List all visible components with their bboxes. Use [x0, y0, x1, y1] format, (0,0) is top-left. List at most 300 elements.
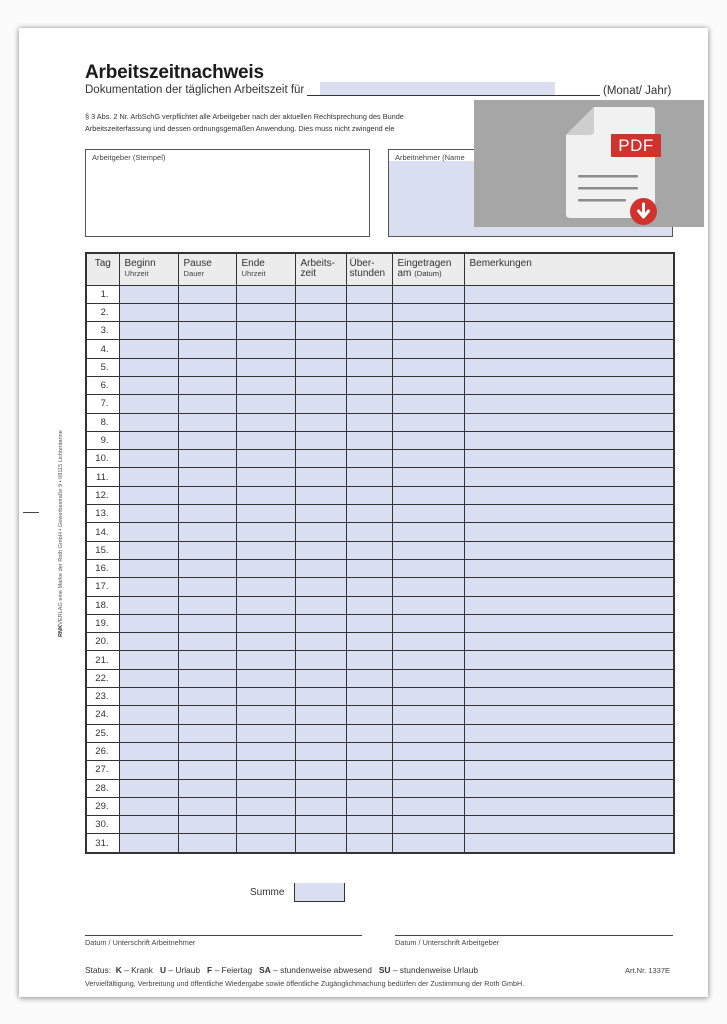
table-row [86, 688, 674, 706]
cell-eingetragen[interactable] [392, 724, 464, 742]
cell-beginn[interactable] [119, 340, 178, 358]
cell-arbeitszeit[interactable] [295, 834, 346, 853]
cell-ende[interactable] [236, 651, 295, 669]
cell-eingetragen[interactable] [392, 633, 464, 651]
employee-signature-line[interactable] [85, 935, 362, 936]
cell-eingetragen[interactable] [392, 322, 464, 340]
employer-stamp-label: Arbeitgeber (Stempel) [92, 153, 166, 162]
cell-eingetragen[interactable] [392, 450, 464, 468]
cell-ende[interactable] [236, 468, 295, 486]
cell-eingetragen[interactable] [392, 614, 464, 632]
cell-ende[interactable] [236, 541, 295, 559]
cell-arbeitszeit[interactable] [295, 358, 346, 376]
cell-ueberstunden[interactable] [346, 724, 392, 742]
table-row [86, 450, 674, 468]
status-code: F [207, 965, 213, 975]
cell-arbeitszeit[interactable] [295, 340, 346, 358]
cell-pause[interactable] [178, 450, 236, 468]
cell-arbeitszeit[interactable] [295, 285, 346, 303]
cell-bemerkungen[interactable] [464, 651, 674, 669]
status-legend [85, 965, 478, 975]
cell-bemerkungen[interactable] [464, 816, 674, 834]
pdf-badge: PDF [611, 134, 661, 157]
cell-beginn[interactable] [119, 816, 178, 834]
day-number: 25. [86, 724, 119, 742]
cell-arbeitszeit[interactable] [295, 541, 346, 559]
day-number: 5. [86, 358, 119, 376]
cell-beginn[interactable] [119, 761, 178, 779]
pdf-download-overlay[interactable] [474, 100, 704, 227]
day-number: 19. [86, 614, 119, 632]
cell-arbeitszeit[interactable] [295, 724, 346, 742]
day-number: 15. [86, 541, 119, 559]
cell-beginn[interactable] [119, 322, 178, 340]
cell-arbeitszeit[interactable] [295, 303, 346, 321]
cell-arbeitszeit[interactable] [295, 633, 346, 651]
cell-ueberstunden[interactable] [346, 761, 392, 779]
day-number: 13. [86, 505, 119, 523]
cell-beginn[interactable] [119, 742, 178, 760]
cell-ueberstunden[interactable] [346, 358, 392, 376]
cell-eingetragen[interactable] [392, 779, 464, 797]
cell-beginn[interactable] [119, 505, 178, 523]
col-header-arbeitszeit: Arbeits- zeit [295, 253, 346, 285]
cell-bemerkungen[interactable] [464, 724, 674, 742]
cell-ueberstunden[interactable] [346, 340, 392, 358]
cell-ende[interactable] [236, 523, 295, 541]
cell-beginn[interactable] [119, 797, 178, 815]
cell-eingetragen[interactable] [392, 358, 464, 376]
sum-label: Summe [250, 887, 285, 898]
cell-ueberstunden[interactable] [346, 450, 392, 468]
cell-beginn[interactable] [119, 376, 178, 394]
cell-arbeitszeit[interactable] [295, 761, 346, 779]
cell-ueberstunden[interactable] [346, 505, 392, 523]
cell-beginn[interactable] [119, 541, 178, 559]
cell-beginn[interactable] [119, 633, 178, 651]
cell-bemerkungen[interactable] [464, 797, 674, 815]
cell-ueberstunden[interactable] [346, 559, 392, 577]
cell-ende[interactable] [236, 376, 295, 394]
period-suffix: (Monat/ Jahr) [603, 85, 672, 97]
table-row [86, 669, 674, 687]
cell-beginn[interactable] [119, 468, 178, 486]
legal-line-1: § 3 Abs. 2 Nr. ArbSchG verpflichtet alle Arbeitgeber nach der aktuellen Rechtsprechung des Bunde [85, 112, 404, 121]
cell-pause[interactable] [178, 322, 236, 340]
cell-bemerkungen[interactable] [464, 834, 674, 853]
cell-ueberstunden[interactable] [346, 633, 392, 651]
cell-arbeitszeit[interactable] [295, 486, 346, 504]
cell-pause[interactable] [178, 541, 236, 559]
status-prefix: Status: [85, 965, 112, 975]
cell-arbeitszeit[interactable] [295, 797, 346, 815]
period-underline [307, 95, 600, 96]
cell-bemerkungen[interactable] [464, 669, 674, 687]
cell-arbeitszeit[interactable] [295, 596, 346, 614]
cell-eingetragen[interactable] [392, 505, 464, 523]
cell-ueberstunden[interactable] [346, 322, 392, 340]
download-icon[interactable] [630, 198, 657, 225]
col-header-ende: Ende Uhrzeit [236, 253, 295, 285]
cell-ueberstunden[interactable] [346, 431, 392, 449]
cell-pause[interactable] [178, 468, 236, 486]
table-row [86, 724, 674, 742]
cell-ende[interactable] [236, 614, 295, 632]
employee-signature-label: Datum / Unterschrift Arbeitnehmer [85, 938, 196, 947]
employee-name-label: Arbeitnehmer (Name [395, 153, 465, 162]
cell-pause[interactable] [178, 395, 236, 413]
day-number: 21. [86, 651, 119, 669]
cell-pause[interactable] [178, 285, 236, 303]
cell-pause[interactable] [178, 486, 236, 504]
cell-beginn[interactable] [119, 450, 178, 468]
cell-ende[interactable] [236, 834, 295, 853]
cell-bemerkungen[interactable] [464, 541, 674, 559]
cell-beginn[interactable] [119, 651, 178, 669]
cell-beginn[interactable] [119, 523, 178, 541]
cell-eingetragen[interactable] [392, 761, 464, 779]
table-row [86, 303, 674, 321]
cell-bemerkungen[interactable] [464, 358, 674, 376]
cell-pause[interactable] [178, 761, 236, 779]
table-row [86, 523, 674, 541]
cell-ende[interactable] [236, 559, 295, 577]
cell-ueberstunden[interactable] [346, 614, 392, 632]
cell-arbeitszeit[interactable] [295, 505, 346, 523]
cell-ende[interactable] [236, 340, 295, 358]
cell-ueberstunden[interactable] [346, 797, 392, 815]
table-row [86, 486, 674, 504]
table-row [86, 468, 674, 486]
table-row [86, 614, 674, 632]
cell-arbeitszeit[interactable] [295, 322, 346, 340]
day-number: 4. [86, 340, 119, 358]
cell-pause[interactable] [178, 614, 236, 632]
day-number: 26. [86, 742, 119, 760]
cell-eingetragen[interactable] [392, 578, 464, 596]
cell-eingetragen[interactable] [392, 742, 464, 760]
cell-bemerkungen[interactable] [464, 340, 674, 358]
cell-eingetragen[interactable] [392, 413, 464, 431]
cell-arbeitszeit[interactable] [295, 651, 346, 669]
cell-ende[interactable] [236, 486, 295, 504]
cell-ende[interactable] [236, 358, 295, 376]
cell-pause[interactable] [178, 779, 236, 797]
cell-eingetragen[interactable] [392, 559, 464, 577]
cell-arbeitszeit[interactable] [295, 431, 346, 449]
cell-pause[interactable] [178, 431, 236, 449]
cell-ende[interactable] [236, 761, 295, 779]
cell-bemerkungen[interactable] [464, 285, 674, 303]
table-row [86, 651, 674, 669]
cell-ueberstunden[interactable] [346, 706, 392, 724]
cell-arbeitszeit[interactable] [295, 468, 346, 486]
cell-beginn[interactable] [119, 395, 178, 413]
day-number: 18. [86, 596, 119, 614]
cell-pause[interactable] [178, 340, 236, 358]
cell-ueberstunden[interactable] [346, 468, 392, 486]
publisher-address: VERLAG eine Marke der Roth GmbH • Gewerbestraße 9 • 08115 Lichtentanne [58, 430, 64, 625]
cell-bemerkungen[interactable] [464, 761, 674, 779]
cell-beginn[interactable] [119, 706, 178, 724]
cell-arbeitszeit[interactable] [295, 578, 346, 596]
cell-bemerkungen[interactable] [464, 322, 674, 340]
cell-beginn[interactable] [119, 578, 178, 596]
cell-ende[interactable] [236, 706, 295, 724]
cell-pause[interactable] [178, 816, 236, 834]
cell-bemerkungen[interactable] [464, 450, 674, 468]
table-row [86, 413, 674, 431]
table-row [86, 395, 674, 413]
cell-pause[interactable] [178, 633, 236, 651]
cell-bemerkungen[interactable] [464, 468, 674, 486]
day-number: 10. [86, 450, 119, 468]
table-row [86, 706, 674, 724]
cell-ende[interactable] [236, 797, 295, 815]
cell-pause[interactable] [178, 669, 236, 687]
cell-arbeitszeit[interactable] [295, 816, 346, 834]
day-number: 22. [86, 669, 119, 687]
cell-ueberstunden[interactable] [346, 578, 392, 596]
cell-eingetragen[interactable] [392, 541, 464, 559]
cell-bemerkungen[interactable] [464, 779, 674, 797]
publisher-brand: RNK [58, 624, 64, 637]
cell-eingetragen[interactable] [392, 340, 464, 358]
cell-ueberstunden[interactable] [346, 486, 392, 504]
table-row [86, 559, 674, 577]
cell-bemerkungen[interactable] [464, 578, 674, 596]
cell-pause[interactable] [178, 376, 236, 394]
cell-beginn[interactable] [119, 303, 178, 321]
cell-ende[interactable] [236, 322, 295, 340]
cell-bemerkungen[interactable] [464, 633, 674, 651]
table-row [86, 578, 674, 596]
day-number: 23. [86, 688, 119, 706]
cell-beginn[interactable] [119, 779, 178, 797]
table-row [86, 761, 674, 779]
cell-bemerkungen[interactable] [464, 431, 674, 449]
status-desc: – Urlaub [168, 965, 201, 975]
cell-beginn[interactable] [119, 358, 178, 376]
cell-pause[interactable] [178, 706, 236, 724]
cell-beginn[interactable] [119, 669, 178, 687]
cell-ueberstunden[interactable] [346, 816, 392, 834]
cell-eingetragen[interactable] [392, 376, 464, 394]
cell-eingetragen[interactable] [392, 669, 464, 687]
cell-beginn[interactable] [119, 596, 178, 614]
cell-ueberstunden[interactable] [346, 303, 392, 321]
table-row [86, 505, 674, 523]
cell-ueberstunden[interactable] [346, 651, 392, 669]
cell-eingetragen[interactable] [392, 395, 464, 413]
table-row [86, 742, 674, 760]
cell-arbeitszeit[interactable] [295, 742, 346, 760]
table-row [86, 340, 674, 358]
period-input[interactable] [320, 82, 555, 95]
cell-bemerkungen[interactable] [464, 376, 674, 394]
day-number: 29. [86, 797, 119, 815]
cell-bemerkungen[interactable] [464, 523, 674, 541]
col-header-eingetragen: Eingetragen am (Datum) [392, 253, 464, 285]
cell-ueberstunden[interactable] [346, 395, 392, 413]
cell-arbeitszeit[interactable] [295, 413, 346, 431]
cell-beginn[interactable] [119, 431, 178, 449]
cell-ueberstunden[interactable] [346, 376, 392, 394]
status-desc: – Feiertag [214, 965, 253, 975]
day-number: 17. [86, 578, 119, 596]
sum-input[interactable] [294, 883, 345, 902]
cell-eingetragen[interactable] [392, 303, 464, 321]
cell-pause[interactable] [178, 358, 236, 376]
cell-ueberstunden[interactable] [346, 688, 392, 706]
cell-arbeitszeit[interactable] [295, 779, 346, 797]
cell-ende[interactable] [236, 285, 295, 303]
col-header-tag: Tag [86, 253, 119, 285]
table-row [86, 285, 674, 303]
cell-arbeitszeit[interactable] [295, 450, 346, 468]
cell-eingetragen[interactable] [392, 651, 464, 669]
cell-ende[interactable] [236, 578, 295, 596]
cell-bemerkungen[interactable] [464, 395, 674, 413]
cell-bemerkungen[interactable] [464, 486, 674, 504]
day-number: 2. [86, 303, 119, 321]
cell-eingetragen[interactable] [392, 834, 464, 853]
cell-ueberstunden[interactable] [346, 285, 392, 303]
status-code: SA [259, 965, 271, 975]
day-number: 9. [86, 431, 119, 449]
cell-ueberstunden[interactable] [346, 834, 392, 853]
status-desc: – Krank [124, 965, 153, 975]
cell-pause[interactable] [178, 523, 236, 541]
cell-beginn[interactable] [119, 834, 178, 853]
day-number: 11. [86, 468, 119, 486]
cell-ende[interactable] [236, 431, 295, 449]
cell-ende[interactable] [236, 779, 295, 797]
cell-ende[interactable] [236, 395, 295, 413]
cell-ende[interactable] [236, 633, 295, 651]
cell-eingetragen[interactable] [392, 431, 464, 449]
cell-bemerkungen[interactable] [464, 413, 674, 431]
day-number: 12. [86, 486, 119, 504]
day-number: 3. [86, 322, 119, 340]
cell-bemerkungen[interactable] [464, 596, 674, 614]
status-code: U [159, 965, 167, 975]
cell-beginn[interactable] [119, 614, 178, 632]
cell-ende[interactable] [236, 596, 295, 614]
cell-eingetragen[interactable] [392, 468, 464, 486]
cell-beginn[interactable] [119, 413, 178, 431]
cell-pause[interactable] [178, 688, 236, 706]
employer-stamp-field[interactable] [85, 149, 370, 237]
cell-pause[interactable] [178, 303, 236, 321]
cell-eingetragen[interactable] [392, 797, 464, 815]
cell-ende[interactable] [236, 413, 295, 431]
cell-pause[interactable] [178, 596, 236, 614]
cell-pause[interactable] [178, 834, 236, 853]
cell-pause[interactable] [178, 651, 236, 669]
cell-arbeitszeit[interactable] [295, 395, 346, 413]
cell-pause[interactable] [178, 559, 236, 577]
cell-arbeitszeit[interactable] [295, 614, 346, 632]
cell-bemerkungen[interactable] [464, 742, 674, 760]
timesheet-table [85, 252, 675, 854]
cell-arbeitszeit[interactable] [295, 669, 346, 687]
cell-pause[interactable] [178, 505, 236, 523]
table-row [86, 431, 674, 449]
cell-beginn[interactable] [119, 559, 178, 577]
cell-eingetragen[interactable] [392, 285, 464, 303]
cell-beginn[interactable] [119, 724, 178, 742]
cell-pause[interactable] [178, 742, 236, 760]
cell-bemerkungen[interactable] [464, 706, 674, 724]
employer-signature-label: Datum / Unterschrift Arbeitgeber [395, 938, 500, 947]
day-number: 6. [86, 376, 119, 394]
table-row [86, 596, 674, 614]
cell-ende[interactable] [236, 724, 295, 742]
day-number: 30. [86, 816, 119, 834]
cell-bemerkungen[interactable] [464, 505, 674, 523]
cell-pause[interactable] [178, 413, 236, 431]
table-row [86, 834, 674, 853]
cell-arbeitszeit[interactable] [295, 688, 346, 706]
cell-ende[interactable] [236, 450, 295, 468]
cell-arbeitszeit[interactable] [295, 706, 346, 724]
cell-bemerkungen[interactable] [464, 559, 674, 577]
copyright-notice: Vervielfältigung, Verbreitung und öffentliche Wiedergabe sowie öffentliche Zugänglichmachung bedürfen der Zustimmung der Roth GmbH. [85, 979, 525, 988]
cell-pause[interactable] [178, 797, 236, 815]
cell-bemerkungen[interactable] [464, 688, 674, 706]
day-number: 27. [86, 761, 119, 779]
cell-pause[interactable] [178, 578, 236, 596]
cell-eingetragen[interactable] [392, 596, 464, 614]
cell-bemerkungen[interactable] [464, 614, 674, 632]
employer-signature-line[interactable] [395, 935, 673, 936]
cell-beginn[interactable] [119, 688, 178, 706]
cell-ueberstunden[interactable] [346, 596, 392, 614]
cell-ueberstunden[interactable] [346, 669, 392, 687]
col-header-ueberstunden: Über- stunden [346, 253, 392, 285]
cell-arbeitszeit[interactable] [295, 559, 346, 577]
cell-arbeitszeit[interactable] [295, 523, 346, 541]
cell-arbeitszeit[interactable] [295, 376, 346, 394]
cell-ende[interactable] [236, 816, 295, 834]
cell-bemerkungen[interactable] [464, 303, 674, 321]
cell-ueberstunden[interactable] [346, 541, 392, 559]
cell-eingetragen[interactable] [392, 816, 464, 834]
cell-ende[interactable] [236, 688, 295, 706]
cell-eingetragen[interactable] [392, 486, 464, 504]
cell-ueberstunden[interactable] [346, 779, 392, 797]
cell-eingetragen[interactable] [392, 706, 464, 724]
cell-pause[interactable] [178, 724, 236, 742]
cell-eingetragen[interactable] [392, 688, 464, 706]
col-header-beginn: Beginn Uhrzeit [119, 253, 178, 285]
cell-beginn[interactable] [119, 486, 178, 504]
cell-ende[interactable] [236, 669, 295, 687]
cell-eingetragen[interactable] [392, 523, 464, 541]
cell-beginn[interactable] [119, 285, 178, 303]
cell-ende[interactable] [236, 303, 295, 321]
table-header-row [86, 253, 674, 285]
day-number: 14. [86, 523, 119, 541]
cell-ende[interactable] [236, 742, 295, 760]
day-number: 7. [86, 395, 119, 413]
cell-ueberstunden[interactable] [346, 742, 392, 760]
cell-ueberstunden[interactable] [346, 523, 392, 541]
table-row [86, 816, 674, 834]
cell-ende[interactable] [236, 505, 295, 523]
cell-ueberstunden[interactable] [346, 413, 392, 431]
